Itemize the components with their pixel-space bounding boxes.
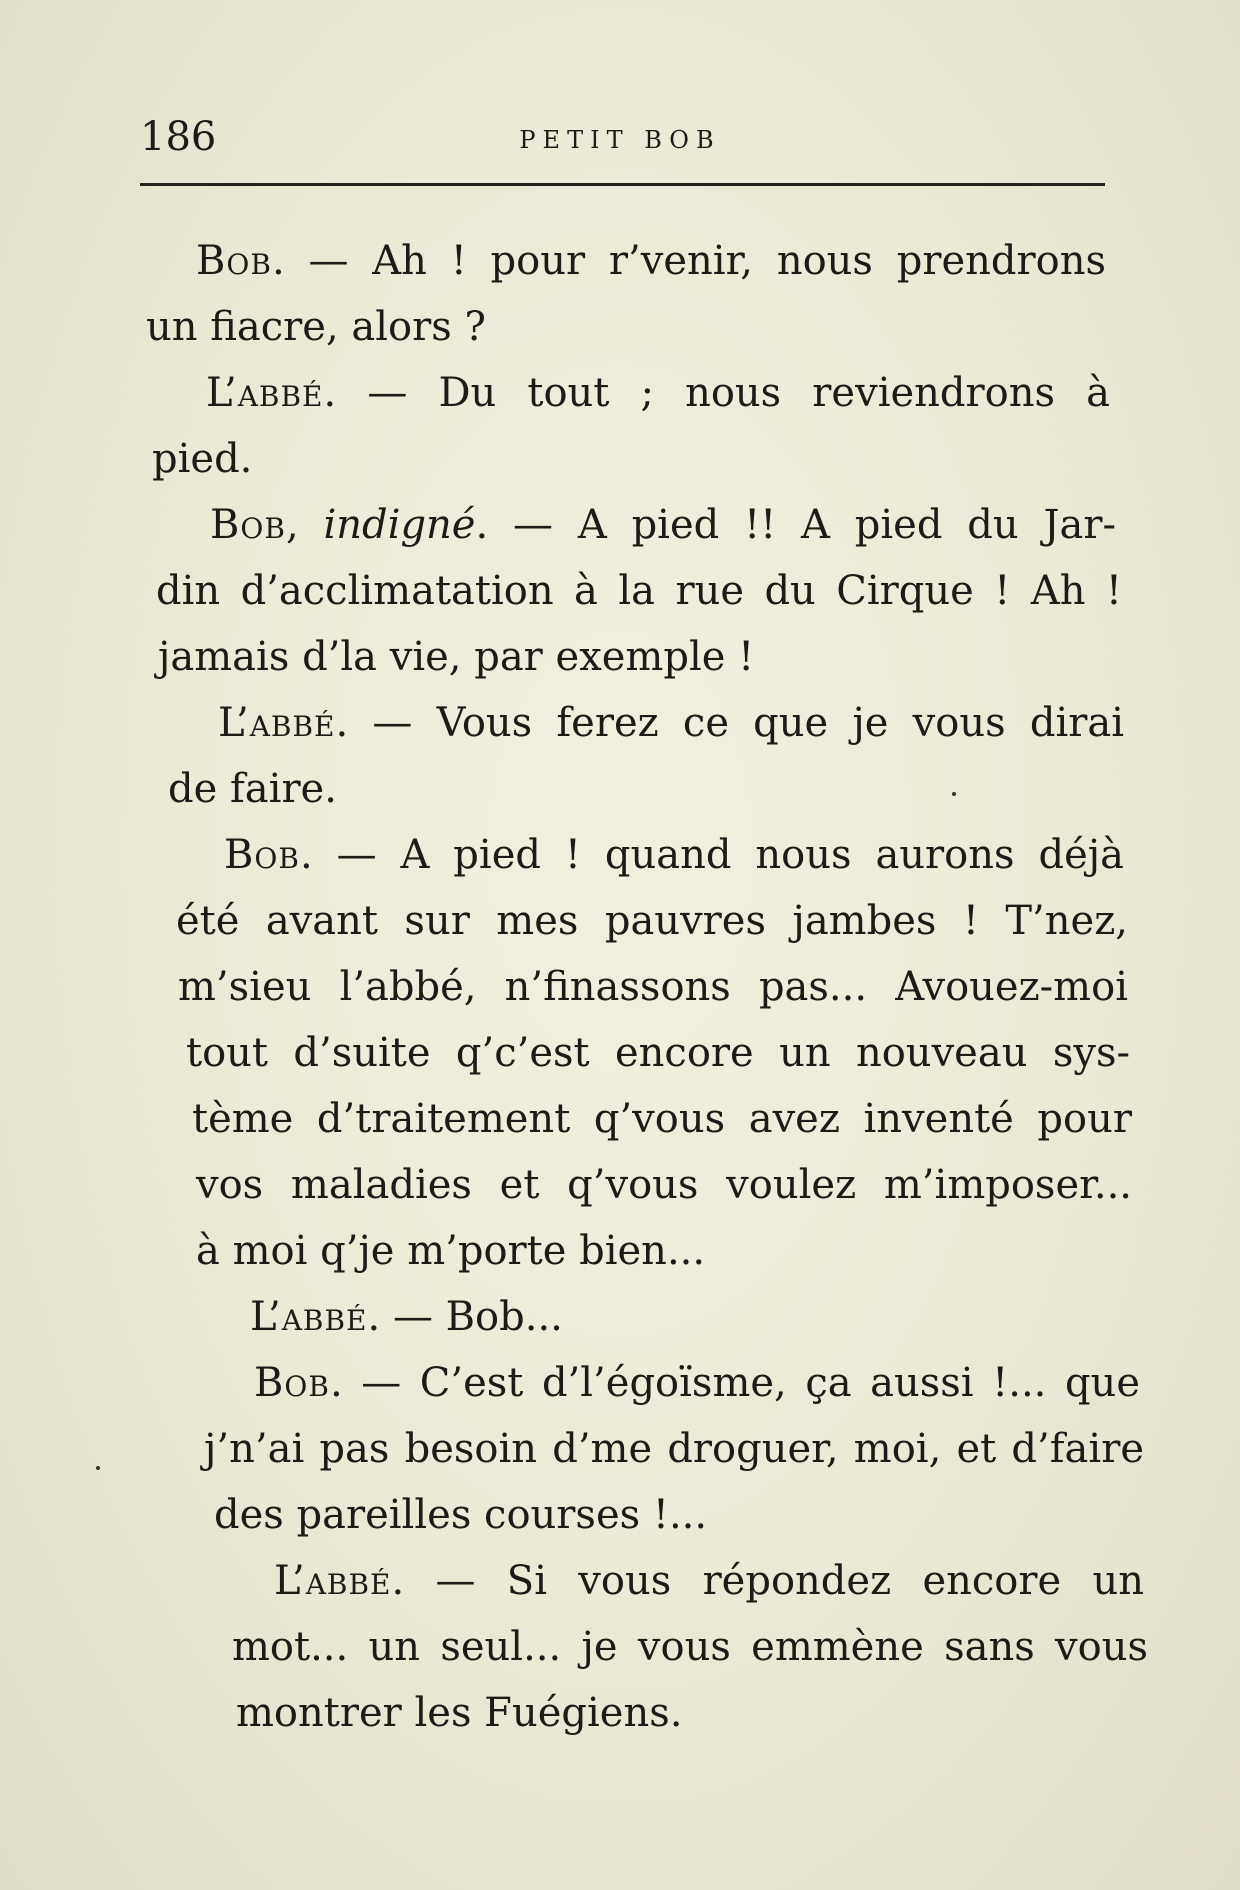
text-line — [146, 294, 486, 360]
text-line: L’abbé. — Si vous répondez encore un — [274, 1558, 1144, 1604]
speech-text: vos maladies et q’vous voulez m’imposer... — [196, 1162, 1132, 1208]
text-line — [236, 1680, 682, 1746]
text-line — [232, 1614, 1148, 1680]
paper-speck — [96, 1466, 100, 1470]
speech-text: pied. — [152, 436, 253, 482]
speaker-name: L’abbé — [274, 1558, 392, 1604]
text-line — [156, 558, 1122, 624]
text-line — [152, 426, 252, 492]
speech-text: — A pied !! A pied du Jar- — [513, 502, 1116, 548]
speech-text: — Bob... — [392, 1294, 563, 1340]
text-line — [176, 888, 1128, 954]
speaker-name: L’abbé — [206, 370, 324, 416]
running-head — [140, 112, 1100, 162]
text-line: Bob. — A pied ! quand nous aurons déjà — [224, 832, 1124, 878]
text-line — [196, 1218, 705, 1284]
speech-text: à moi q’je m’porte bien... — [196, 1228, 706, 1274]
running-title: PETIT BOB — [519, 126, 721, 154]
speech-text: un fiacre, alors ? — [146, 304, 486, 350]
speaker-name: Bob — [210, 502, 286, 548]
speech-text: montrer les Fuégiens. — [236, 1690, 683, 1736]
text-line — [196, 1152, 1132, 1218]
speech-text: jamais d’la vie, par exemple ! — [158, 634, 755, 680]
stage-direction: indigné — [323, 502, 476, 548]
speech-text: — C’est d’l’égoïsme, ça aussi !... que — [361, 1360, 1140, 1406]
speech-text: — A pied ! quand nous aurons déjà — [336, 832, 1124, 878]
speech-text: tout d’suite q’c’est encore un nouveau sys- — [186, 1030, 1130, 1076]
text-line — [186, 1020, 1130, 1086]
speech-text: — Du tout ; nous reviendrons à — [367, 370, 1110, 416]
text-line: L’abbé. — Du tout ; nous reviendrons à — [206, 370, 1110, 416]
speaker-name: Bob — [254, 1360, 330, 1406]
speech-text: j’n’ai pas besoin d’me droguer, moi, et d’faire — [204, 1426, 1144, 1472]
text-line: Bob. — Ah ! pour r’venir, nous prendrons — [196, 238, 1106, 284]
speech-text: — Vous ferez ce que je vous dirai — [372, 700, 1124, 746]
speech-text: des pareilles courses !... — [214, 1492, 708, 1538]
speech-text: tème d’traitement q’vous avez inventé pour — [192, 1096, 1132, 1142]
speaker-name: L’abbé — [218, 700, 336, 746]
speech-text: été avant sur mes pauvres jambes ! T’nez, — [176, 898, 1128, 944]
speech-text: m’sieu l’abbé, n’finassons pas... Avouez-moi — [178, 964, 1128, 1010]
text-line: L’abbé. — Bob... — [250, 1294, 563, 1340]
text-line — [158, 624, 754, 690]
text-line — [178, 954, 1128, 1020]
paper-speck — [952, 792, 956, 796]
text-line — [168, 756, 337, 822]
speech-text: din d’acclimatation à la rue du Cirque ! Ah ! — [156, 568, 1122, 614]
header-rule — [140, 183, 1105, 186]
text-line: Bob. — C’est d’l’égoïsme, ça aussi !... que — [254, 1360, 1140, 1406]
speech-text: de faire. — [168, 766, 337, 812]
speaker-name: Bob — [196, 238, 272, 284]
speech-text: mot... un seul... je vous emmène sans vous — [232, 1624, 1148, 1670]
text-line — [192, 1086, 1132, 1152]
speaker-name: Bob — [224, 832, 300, 878]
text-line — [214, 1482, 707, 1548]
text-line: L’abbé. — Vous ferez ce que je vous dirai — [218, 700, 1124, 746]
text-line — [204, 1416, 1144, 1482]
speaker-name: L’abbé — [250, 1294, 368, 1340]
speech-text: — Ah ! pour r’venir, nous prendrons — [308, 238, 1106, 284]
page-number: 186 — [140, 114, 217, 160]
speech-text: — Si vous répondez encore un — [435, 1558, 1144, 1604]
text-line: Bob, indigné. — A pied !! A pied du Jar- — [210, 502, 1116, 548]
